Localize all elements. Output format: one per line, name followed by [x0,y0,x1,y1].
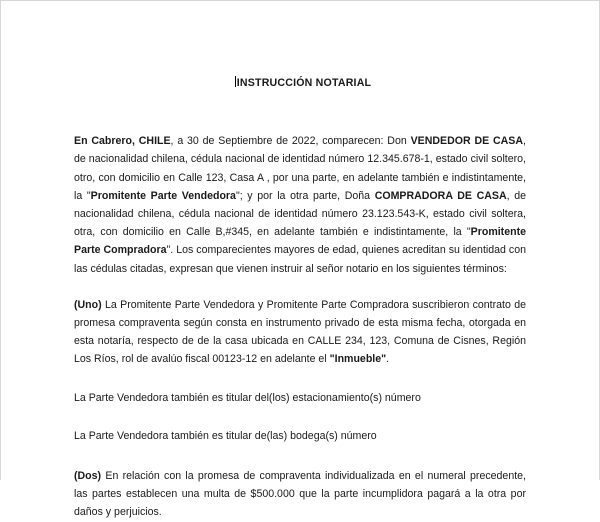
city-text: En Cabrero, CHILE [74,135,171,148]
intro-text-2: , de nacionalidad chilena, cédula nacional de identidad número 12.345.678-1, estado civil soltero, otro, con domicilio en Calle 123, Casa A , por una parte, en adelante también e indistintamente, la " [74,135,526,202]
buyer-role: Promitente Parte Compradora [74,226,526,257]
text-cursor [235,76,236,87]
seller-role: Promitente Parte Vendedora [90,189,236,202]
intro-paragraph[interactable] [74,132,526,278]
intro-text-5: ". Los comparecientes mayores de edad, quienes acreditan su identidad con las cédulas citadas, expresan que vienen instruir al señor notario en los siguientes términos: [74,244,526,275]
document-title[interactable] [80,74,526,92]
clause-one-label: (Uno) [74,298,102,311]
property-term: "Inmueble" [329,353,387,366]
storage-paragraph[interactable]: La Parte Vendedora también es titular de(las) bodega(s) número [74,429,377,442]
clause-two-text: En relación con la promesa de compraventa individualizada en el numeral precedente, las partes establecen una multa de $500.000 que la parte incumplidora pagará a la otra por daños y perjuicios. [74,470,526,519]
intro-text-1: , a 30 de Septiembre de 2022, comparecen: Don [170,135,411,148]
buyer-name: COMPRADORA DE CASA [374,189,507,202]
seller-name: VENDEDOR DE CASA [410,135,524,148]
clause-two-paragraph[interactable] [74,467,526,522]
clause-one-text: La Promitente Parte Vendedora y Promitente Parte Compradora suscribieron contrato de promesa compraventa según consta en instrumento privado de esta misma fecha, otorgada en esta notaría, respecto de de la casa ubicada en CALLE 234, 123, Comuna de Cisnes, Región Los Ríos, rol de avalúo fiscal 00123-12 en adelante el [74,298,526,366]
document-body[interactable] [74,74,526,522]
clause-one-end: . [386,353,390,366]
intro-text-4: , de nacionalidad chilena, cédula nacional de identidad número 23.123.543-K, estado civil soltera, otra, con domicilio en Calle B,#345, en adelante también e indistintamente, la " [74,189,526,239]
parking-paragraph[interactable]: La Parte Vendedora también es titular del(los) estacionamiento(s) número [74,391,421,404]
document-title-text: INSTRUCCIÓN NOTARIAL [236,77,372,89]
clause-one-paragraph[interactable] [74,296,526,369]
intro-text-3: "; y por la otra parte, Doña [235,189,375,202]
clause-two-label: (Dos) [74,470,102,483]
